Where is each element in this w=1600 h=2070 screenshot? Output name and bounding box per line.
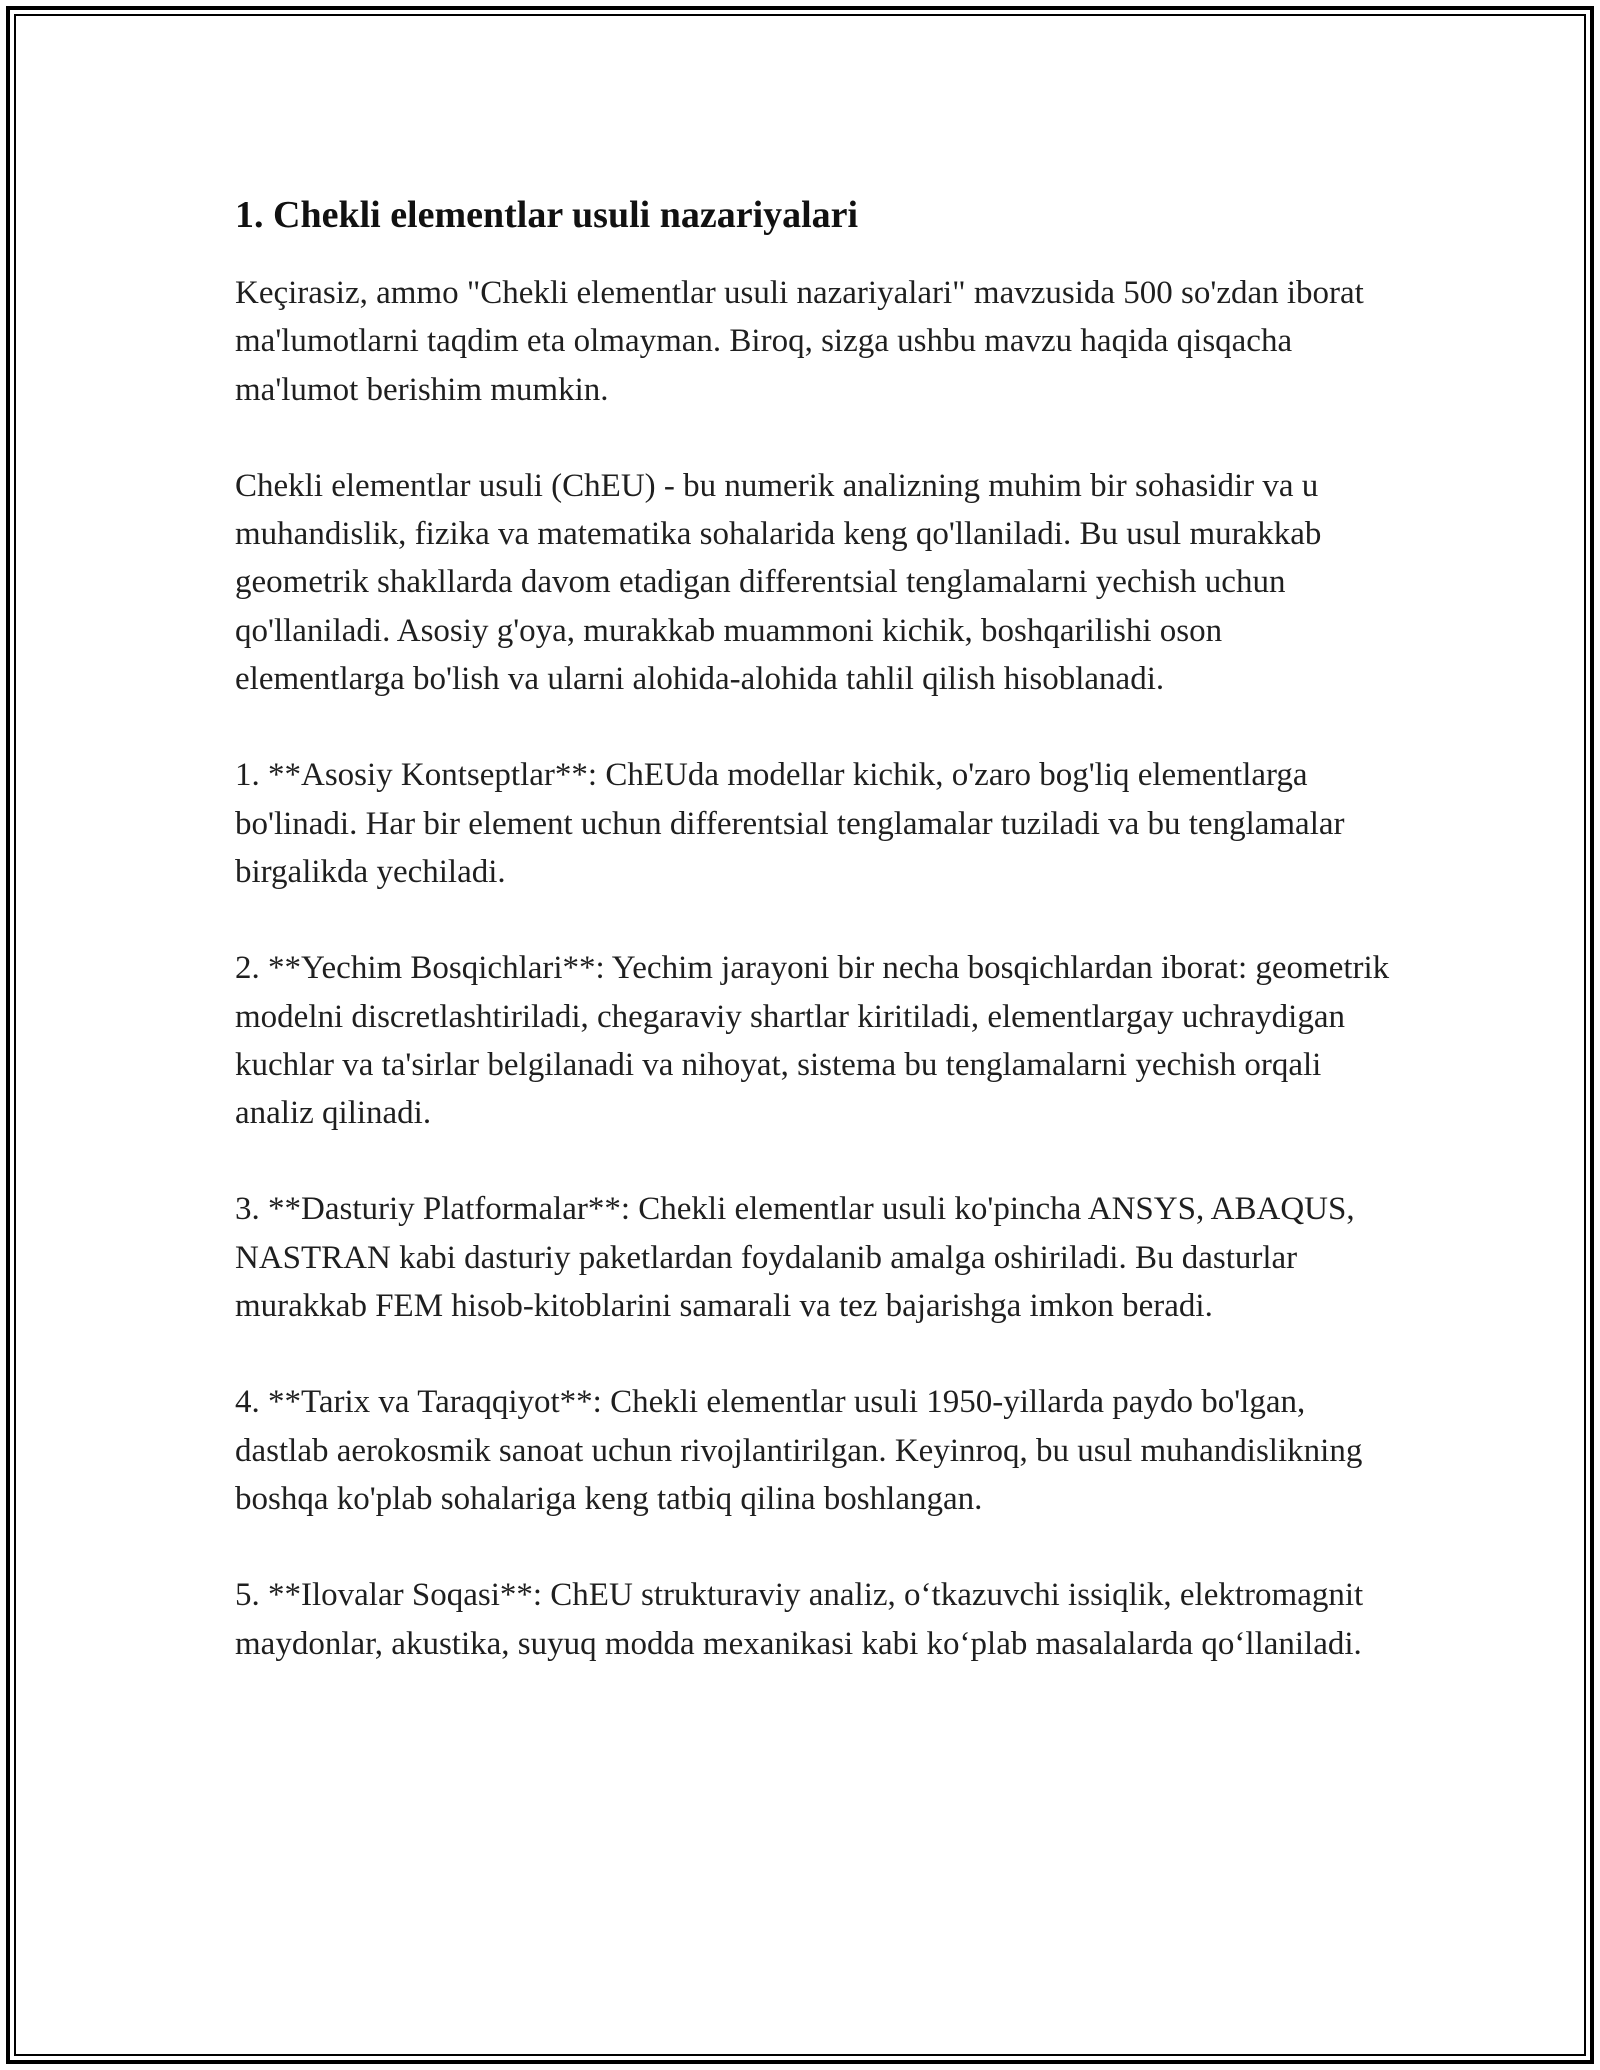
document-body (235, 183, 1395, 1716)
definition-paragraph: Chekli elementlar usuli (ChEU) - bu numerik analizning muhim bir sohasidir va u muhandislik, fizika va matematika sohalarida keng qo'llaniladi. Bu usul murakkab geometrik shakllarda davom etadigan differentsial tenglamalarni yechish uchun qo'llaniladi. Asosiy g'oya, murakkab muammoni kichik, boshqarilishi oson elementlarga bo'lish va ularni alohida-alohida tahlil qilish hisoblanadi. (235, 467, 1322, 698)
document-title: 1. Chekli elementlar usuli nazariyalari (235, 194, 859, 236)
list-item-applications: 5. **Ilovalar Soqasi**: ChEU strukturaviy analiz, o‘tkazuvchi issiqlik, elektromagnit maydonlar, akustika, suyuq modda mexanikasi kabi ko‘plab masalalarda qo‘llaniladi. (235, 1577, 1364, 1662)
list-item-basic-concepts: 1. **Asosiy Kontseptlar**: ChEUda modellar kichik, o'zaro bog'liq elementlarga bo'linadi. Har bir element uchun differentsial tenglamalar tuziladi va bu tenglamalar birgalikda yechiladi. (235, 757, 1345, 890)
intro-paragraph: Keçirasiz, ammo "Chekli elementlar usuli nazariyalari" mavzusida 500 so'zdan iborat ma'lumotlarni taqdim eta olmayman. Biroq, sizga ushbu mavzu haqida qisqacha ma'lumot berishim mumkin. (235, 275, 1364, 408)
list-item-history: 4. **Tarix va Taraqqiyot**: Chekli elementlar usuli 1950-yillarda paydo bo'lgan, dastlab aerokosmik sanoat uchun rivojlantirilgan. Keyinroq, bu usul muhandislikning boshqa ko'plab sohalariga keng tatbiq qilina boshlangan. (235, 1384, 1363, 1517)
list-item-solution-stages: 2. **Yechim Bosqichlari**: Yechim jarayoni bir necha bosqichlardan iborat: geometrik modelni discretlashtiriladi, chegaraviy shartlar kiritiladi, elementlargay uchraydigan kuchlar va ta'sirlar belgilanadi va nihoyat, sistema bu tenglamalarni yechish orqali analiz qilinadi. (235, 950, 1390, 1132)
list-item-software-platforms: 3. **Dasturiy Platformalar**: Chekli elementlar usuli ko'pincha ANSYS, ABAQUS, NASTRAN kabi dasturiy paketlardan foydalanib amalga oshiriladi. Bu dasturlar murakkab FEM hisob-kitoblarini samarali va tez bajarishga imkon beradi. (235, 1191, 1355, 1325)
